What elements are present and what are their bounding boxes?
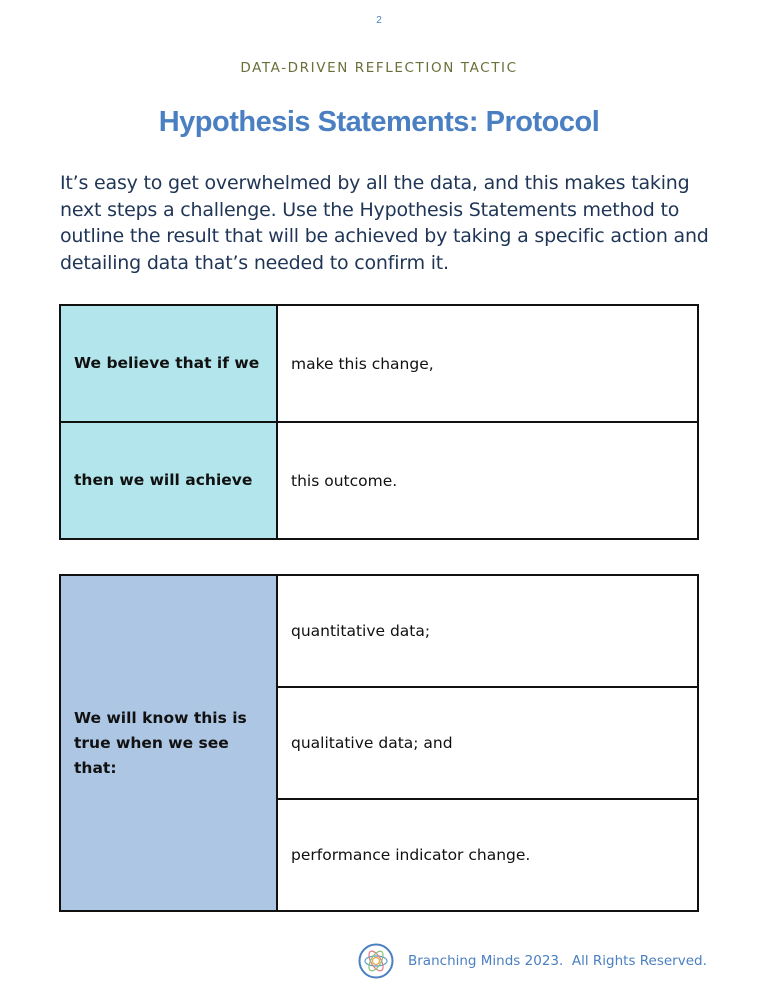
evidence-value-cell: performance indicator change.: [277, 799, 698, 911]
section-kicker: DATA-DRIVEN REFLECTION TACTIC: [240, 60, 518, 76]
evidence-value-cell: quantitative data;: [277, 575, 698, 687]
branching-minds-logo-icon: [358, 943, 394, 979]
table-row: [60, 305, 698, 422]
evidence-value-cell: qualitative data; and: [277, 687, 698, 799]
hypothesis-value-cell: this outcome.: [277, 422, 698, 539]
page-title: Hypothesis Statements: Protocol: [158, 106, 600, 138]
copyright-text: Branching Minds 2023. All Rights Reserved.: [408, 953, 707, 969]
hypothesis-label-cell: then we will achieve: [60, 422, 277, 539]
intro-paragraph: It’s easy to get overwhelmed by all the data, and this makes taking next steps a challenge. Use the Hypothesis Statements method to outline the result that will be achieved by taking a specific action and detailing data that’s needed to confirm it.: [60, 172, 709, 274]
table-row: [60, 575, 698, 687]
footer: [358, 943, 707, 979]
hypothesis-label-cell: We believe that if we: [60, 305, 277, 422]
hypothesis-table: [59, 304, 699, 540]
evidence-table: [59, 574, 699, 912]
hypothesis-value-cell: make this change,: [277, 305, 698, 422]
page-number: 2: [376, 15, 382, 26]
evidence-label-cell: We will know this is true when we see that:: [60, 575, 277, 911]
table-row: [60, 422, 698, 539]
